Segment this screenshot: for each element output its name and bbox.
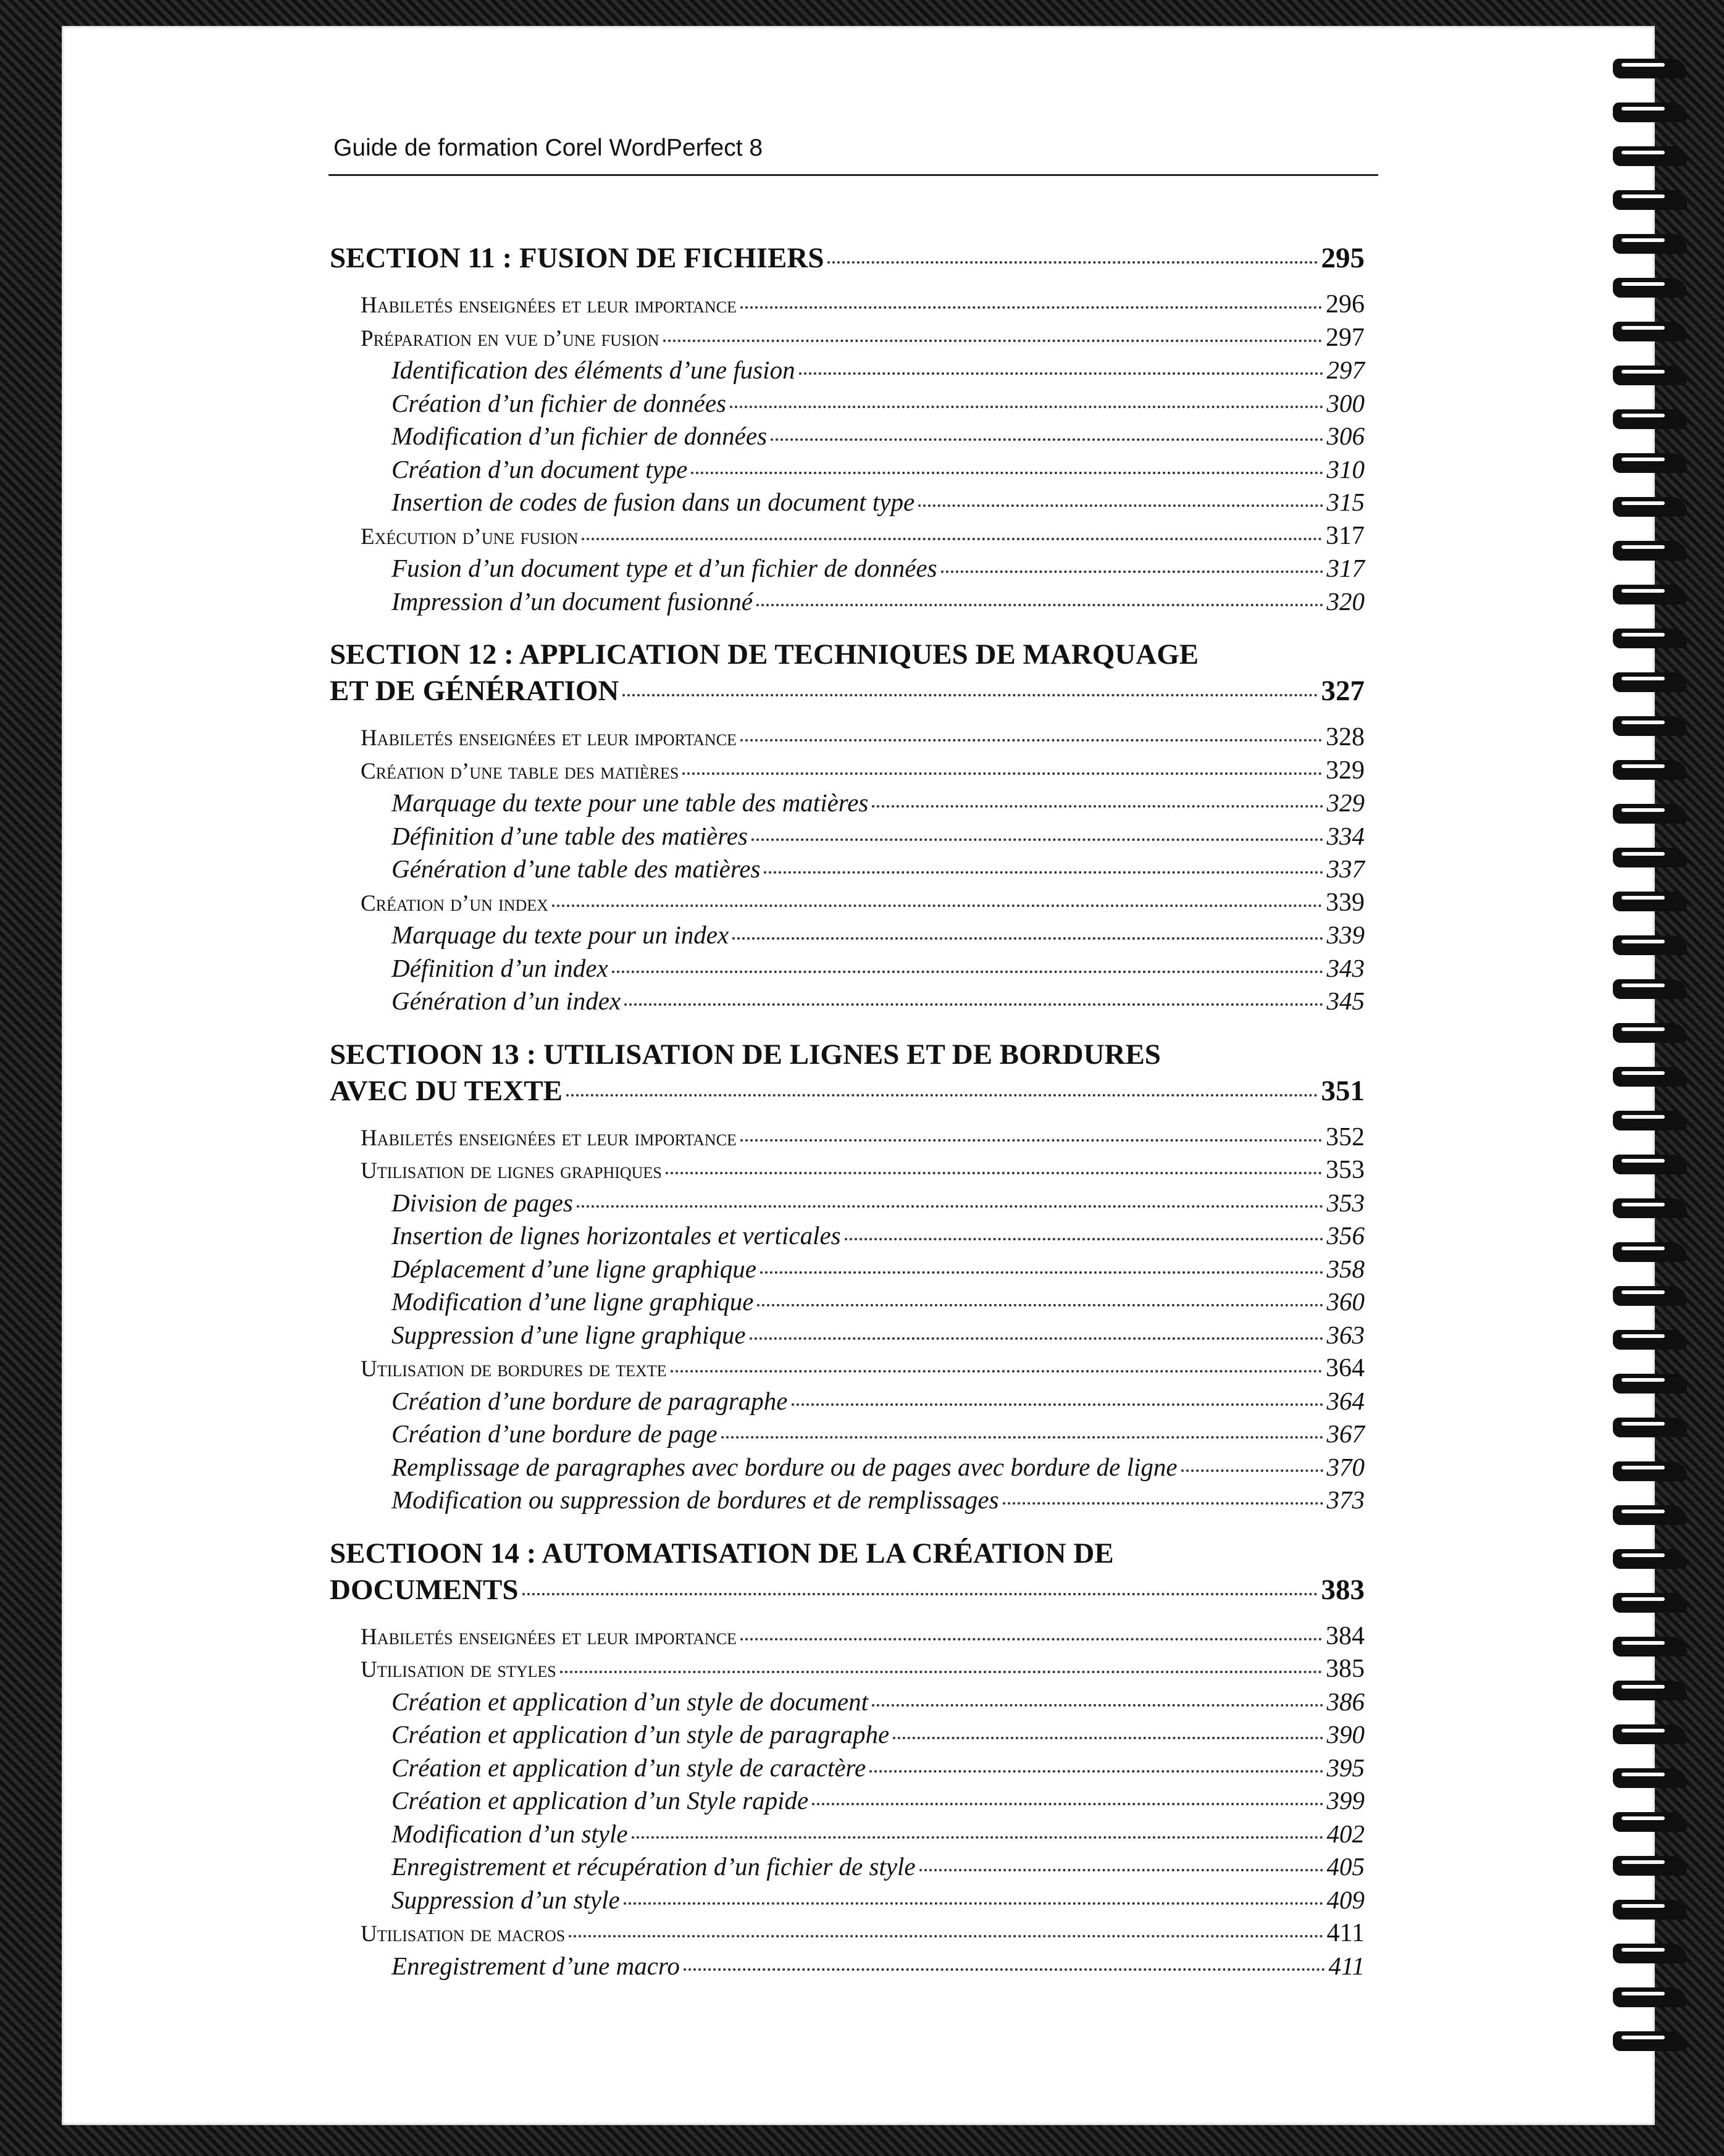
spiral-coil bbox=[1613, 760, 1687, 780]
dot-leader bbox=[691, 472, 1323, 474]
entry-label: Utilisation de styles bbox=[361, 1657, 556, 1682]
dot-leader bbox=[827, 261, 1317, 264]
entry-label: Insertion de lignes horizontales et verticales bbox=[391, 1221, 841, 1250]
toc-topic bbox=[330, 589, 1365, 622]
toc-topic bbox=[330, 790, 1365, 824]
toc-subsection bbox=[330, 758, 1365, 791]
entry-label: Création d’un document type bbox=[391, 454, 688, 483]
dot-leader bbox=[566, 1094, 1318, 1097]
dot-leader bbox=[732, 937, 1323, 940]
dot-leader bbox=[893, 1737, 1323, 1739]
dot-leader bbox=[872, 1704, 1323, 1707]
toc-topic bbox=[330, 1223, 1365, 1256]
page-number: 353 bbox=[1326, 1156, 1365, 1184]
toc-subsection bbox=[330, 724, 1365, 758]
dot-leader bbox=[750, 1337, 1323, 1340]
toc-subsection bbox=[330, 325, 1365, 358]
section-heading bbox=[330, 244, 1365, 273]
toc-topic bbox=[330, 1821, 1365, 1855]
dot-leader bbox=[740, 1638, 1322, 1640]
section-title: SECTION 11 : FUSION DE FICHIERS bbox=[330, 242, 824, 274]
toc-subsection bbox=[330, 1157, 1365, 1190]
dot-leader bbox=[1003, 1502, 1323, 1505]
toc-topic bbox=[330, 1256, 1365, 1290]
spiral-coil bbox=[1613, 366, 1687, 385]
page-number: 370 bbox=[1326, 1452, 1365, 1481]
spiral-coil bbox=[1613, 935, 1687, 955]
toc-topic bbox=[330, 357, 1365, 391]
toc-topic bbox=[330, 490, 1365, 523]
dot-leader bbox=[730, 406, 1323, 408]
dot-leader bbox=[869, 1770, 1323, 1773]
dot-leader bbox=[666, 1172, 1322, 1174]
page-number: 390 bbox=[1326, 1720, 1365, 1749]
spiral-coil bbox=[1613, 2031, 1687, 2051]
spiral-coil bbox=[1613, 1549, 1687, 1569]
page-number: 356 bbox=[1326, 1221, 1365, 1250]
page-number: 339 bbox=[1326, 888, 1365, 917]
toc-section bbox=[330, 640, 1365, 1022]
entry-label: Création d’un fichier de données bbox=[391, 388, 727, 417]
dot-leader bbox=[845, 1238, 1323, 1240]
spiral-coil bbox=[1613, 672, 1687, 692]
spiral-coil bbox=[1613, 234, 1687, 254]
toc-topic bbox=[330, 1386, 1365, 1422]
dot-leader bbox=[569, 1935, 1323, 1937]
toc-topic bbox=[330, 1487, 1365, 1521]
toc-topic bbox=[330, 1421, 1365, 1455]
dot-leader bbox=[872, 805, 1323, 808]
section-title: ET DE GÉNÉRATION bbox=[330, 675, 619, 707]
page-number: 364 bbox=[1326, 1354, 1365, 1382]
entry-label: Définition d’une table des matières bbox=[391, 821, 748, 850]
running-header: Guide de formation Corel WordPerfect 8 bbox=[333, 135, 763, 161]
page-number: 339 bbox=[1326, 921, 1365, 949]
entry-label: Modification d’une ligne graphique bbox=[391, 1287, 754, 1316]
page-number: 328 bbox=[1326, 723, 1365, 751]
entry-label: Création d’un index bbox=[361, 890, 548, 916]
toc-topic bbox=[330, 1755, 1365, 1789]
spiral-coil bbox=[1613, 1198, 1687, 1218]
spiral-coil bbox=[1613, 190, 1687, 210]
toc-topic bbox=[330, 1452, 1365, 1488]
spiral-coil bbox=[1613, 1856, 1687, 1876]
dot-leader bbox=[612, 971, 1323, 973]
spiral-coil bbox=[1613, 1681, 1687, 1700]
dot-leader bbox=[624, 1003, 1323, 1006]
page-number: 363 bbox=[1326, 1320, 1365, 1349]
entry-label: Exécution d’une fusion bbox=[361, 524, 579, 549]
page-number: 358 bbox=[1326, 1254, 1365, 1283]
entry-label: Génération d’un index bbox=[391, 987, 621, 1015]
spiral-coil bbox=[1613, 1812, 1687, 1832]
page-number: 383 bbox=[1321, 1573, 1365, 1606]
dot-leader bbox=[756, 604, 1323, 606]
toc-topic bbox=[330, 454, 1365, 490]
page-number: 317 bbox=[1326, 521, 1365, 550]
entry-label: Création et application d’un style de paragraphe bbox=[391, 1720, 890, 1749]
toc-section bbox=[330, 1539, 1365, 1987]
dot-leader bbox=[522, 1593, 1318, 1595]
entry-label: Création d’une table des matières bbox=[361, 758, 679, 784]
entry-label: Modification d’un fichier de données bbox=[391, 422, 768, 450]
dot-leader bbox=[799, 372, 1323, 375]
dot-leader bbox=[740, 1139, 1322, 1142]
section-heading bbox=[330, 1573, 1365, 1606]
dot-leader bbox=[740, 306, 1322, 309]
toc-section bbox=[330, 1040, 1365, 1521]
toc-topic bbox=[330, 1722, 1365, 1755]
dot-leader bbox=[740, 739, 1322, 742]
spiral-coil bbox=[1613, 979, 1687, 999]
spiral-coil bbox=[1613, 278, 1687, 298]
dot-leader bbox=[771, 438, 1323, 441]
dot-leader bbox=[577, 1205, 1323, 1208]
entry-label: Habiletés enseignées et leur importance bbox=[361, 725, 737, 751]
page-number: 317 bbox=[1326, 554, 1365, 582]
page-number: 409 bbox=[1326, 1885, 1365, 1914]
section-title-line: SECTION 12 : APPLICATION DE TECHNIQUES DE MARQUAGE bbox=[330, 638, 1199, 671]
page-number: 337 bbox=[1326, 854, 1365, 883]
toc-subsection bbox=[330, 523, 1365, 556]
entry-label: Préparation en vue d’une fusion bbox=[361, 325, 659, 351]
spiral-coil bbox=[1613, 322, 1687, 341]
dot-leader bbox=[721, 1436, 1323, 1439]
toc-topic bbox=[330, 424, 1365, 457]
dot-leader bbox=[582, 538, 1322, 540]
entry-label: Création d’une bordure de paragraphe bbox=[391, 1386, 788, 1415]
page-number: 315 bbox=[1326, 488, 1365, 516]
toc-subsection bbox=[330, 1623, 1365, 1657]
spiral-coil bbox=[1613, 102, 1687, 122]
entry-label: Déplacement d’une ligne graphique bbox=[391, 1254, 756, 1283]
page-number: 345 bbox=[1326, 987, 1365, 1015]
toc-topic bbox=[330, 1190, 1365, 1224]
page-number: 327 bbox=[1321, 675, 1365, 707]
spiral-coil bbox=[1613, 1286, 1687, 1306]
spiral-coil bbox=[1613, 1461, 1687, 1481]
spiral-coil bbox=[1613, 541, 1687, 561]
dot-leader bbox=[792, 1403, 1323, 1406]
section-title: AVEC DU TEXTE bbox=[330, 1074, 563, 1107]
dot-leader bbox=[919, 1869, 1323, 1871]
page-number: 310 bbox=[1326, 454, 1365, 483]
spiral-coil bbox=[1613, 1023, 1687, 1043]
spiral-coil bbox=[1613, 59, 1687, 78]
spiral-coil bbox=[1613, 497, 1687, 517]
toc-topic bbox=[330, 1689, 1365, 1723]
page-number: 395 bbox=[1326, 1753, 1365, 1782]
spiral-coil bbox=[1613, 1111, 1687, 1130]
entry-label: Création d’une bordure de page bbox=[391, 1419, 718, 1448]
toc-subsection bbox=[330, 1920, 1365, 1953]
dot-leader bbox=[624, 1902, 1323, 1905]
section-heading bbox=[330, 677, 1365, 706]
entry-label: Enregistrement et récupération d’un fichier de style bbox=[391, 1852, 916, 1881]
toc-topic bbox=[330, 388, 1365, 424]
entry-label: Création et application d’un style de document bbox=[391, 1687, 869, 1716]
dot-leader bbox=[760, 1271, 1323, 1274]
toc-subsection bbox=[330, 1656, 1365, 1689]
page-number: 405 bbox=[1326, 1852, 1365, 1881]
table-of-contents bbox=[330, 244, 1365, 1986]
spiral-coil bbox=[1613, 1987, 1687, 2007]
dot-leader bbox=[622, 694, 1317, 696]
page-number: 297 bbox=[1326, 356, 1365, 384]
page-number: 334 bbox=[1326, 821, 1365, 850]
toc-topic bbox=[330, 821, 1365, 857]
toc-topic bbox=[330, 922, 1365, 956]
toc-topic bbox=[330, 556, 1365, 589]
spiral-coil bbox=[1613, 1724, 1687, 1744]
entry-label: Identification des éléments d’une fusion bbox=[391, 356, 795, 384]
dot-leader bbox=[682, 772, 1322, 775]
section-title-line: SECTIOON 14 : AUTOMATISATION DE LA CRÉATION DE bbox=[330, 1537, 1114, 1569]
page-number: 399 bbox=[1326, 1786, 1365, 1815]
dot-leader bbox=[751, 838, 1323, 841]
page-number: 411 bbox=[1328, 1951, 1365, 1980]
spiral-coil bbox=[1613, 1330, 1687, 1350]
spiral-coil bbox=[1613, 1067, 1687, 1087]
entry-label: Modification ou suppression de bordures et de remplissages bbox=[391, 1485, 999, 1514]
entry-label: Habiletés enseignées et leur importance bbox=[361, 1125, 737, 1151]
page-number: 343 bbox=[1326, 953, 1365, 982]
toc-topic bbox=[330, 953, 1365, 989]
entry-label: Utilisation de bordures de texte bbox=[361, 1356, 667, 1382]
page-number: 300 bbox=[1326, 388, 1365, 417]
dot-leader bbox=[560, 1671, 1322, 1673]
entry-label: Insertion de codes de fusion dans un document type bbox=[391, 488, 915, 516]
entry-label: Fusion d’un document type et d’un fichier de données bbox=[391, 554, 937, 582]
page-number: 386 bbox=[1326, 1687, 1365, 1716]
entry-label: Habiletés enseignées et leur importance bbox=[361, 293, 737, 318]
section-heading bbox=[330, 1074, 1365, 1107]
page-number: 295 bbox=[1321, 242, 1365, 274]
page-number: 384 bbox=[1326, 1621, 1365, 1650]
toc-topic bbox=[330, 988, 1365, 1022]
dot-leader bbox=[941, 570, 1323, 573]
spiral-coil bbox=[1613, 1637, 1687, 1657]
spiral-coil bbox=[1613, 716, 1687, 736]
spiral-coil bbox=[1613, 1155, 1687, 1174]
section-title-line: SECTIOON 13 : UTILISATION DE LIGNES ET DE BORDURES bbox=[330, 1038, 1161, 1071]
dot-leader bbox=[632, 1836, 1323, 1839]
dot-leader bbox=[671, 1370, 1322, 1373]
spiral-coil bbox=[1613, 1374, 1687, 1393]
spiral-coil bbox=[1613, 848, 1687, 867]
toc-topic bbox=[330, 1289, 1365, 1322]
page-number: 351 bbox=[1321, 1074, 1365, 1107]
page-number: 360 bbox=[1326, 1287, 1365, 1316]
spiral-coil bbox=[1613, 1944, 1687, 1963]
toc-subsection bbox=[330, 890, 1365, 923]
spiral-binding bbox=[1613, 59, 1705, 2084]
spiral-coil bbox=[1613, 1593, 1687, 1613]
page-number: 320 bbox=[1326, 587, 1365, 616]
toc-topic bbox=[330, 1788, 1365, 1821]
entry-label: Création et application d’un Style rapide bbox=[391, 1786, 809, 1815]
toc-subsection bbox=[330, 1355, 1365, 1389]
page-number: 329 bbox=[1326, 756, 1365, 785]
page-number: 329 bbox=[1326, 788, 1365, 817]
page-number: 353 bbox=[1326, 1188, 1365, 1217]
toc-subsection bbox=[330, 291, 1365, 325]
page-number: 402 bbox=[1326, 1819, 1365, 1848]
entry-label: Création et application d’un style de caractère bbox=[391, 1753, 866, 1782]
spiral-coil bbox=[1613, 1418, 1687, 1437]
page-number: 411 bbox=[1326, 1919, 1365, 1947]
toc-topic bbox=[330, 1854, 1365, 1887]
toc-section bbox=[330, 244, 1365, 622]
entry-label: Suppression d’une ligne graphique bbox=[391, 1320, 746, 1349]
section-title: DOCUMENTS bbox=[330, 1573, 519, 1606]
entry-label: Marquage du texte pour un index bbox=[391, 921, 729, 949]
toc-subsection bbox=[330, 1124, 1365, 1158]
page-number: 364 bbox=[1326, 1386, 1365, 1415]
toc-topic bbox=[330, 1953, 1365, 1987]
entry-label: Définition d’un index bbox=[391, 953, 608, 982]
dot-leader bbox=[663, 340, 1322, 342]
dot-leader bbox=[918, 504, 1323, 507]
spiral-coil bbox=[1613, 1242, 1687, 1262]
entry-label: Génération d’une table des matières bbox=[391, 854, 761, 883]
entry-label: Utilisation de lignes graphiques bbox=[361, 1158, 662, 1184]
spiral-coil bbox=[1613, 1505, 1687, 1525]
spiral-coil bbox=[1613, 146, 1687, 166]
spiral-coil bbox=[1613, 453, 1687, 473]
entry-label: Enregistrement d’une macro bbox=[391, 1951, 680, 1980]
dot-leader bbox=[684, 1968, 1325, 1971]
spiral-coil bbox=[1613, 892, 1687, 911]
page-number: 367 bbox=[1326, 1419, 1365, 1448]
dot-leader bbox=[812, 1803, 1323, 1805]
entry-label: Impression d’un document fusionné bbox=[391, 587, 753, 616]
page-number: 373 bbox=[1326, 1485, 1365, 1514]
toc-topic bbox=[330, 1322, 1365, 1356]
entry-label: Modification d’un style bbox=[391, 1819, 628, 1848]
toc-topic bbox=[330, 856, 1365, 890]
dot-leader bbox=[1181, 1469, 1323, 1472]
spiral-coil bbox=[1613, 409, 1687, 429]
spiral-coil bbox=[1613, 585, 1687, 604]
page-number: 306 bbox=[1326, 422, 1365, 450]
page-number: 296 bbox=[1326, 290, 1365, 319]
spiral-coil bbox=[1613, 1768, 1687, 1788]
page-number: 352 bbox=[1326, 1122, 1365, 1151]
dot-leader bbox=[552, 905, 1322, 907]
toc-topic bbox=[330, 1887, 1365, 1921]
spiral-coil bbox=[1613, 1900, 1687, 1920]
spiral-coil bbox=[1613, 804, 1687, 824]
entry-label: Suppression d’un style bbox=[391, 1885, 620, 1914]
header-rule bbox=[328, 174, 1378, 176]
spiral-coil bbox=[1613, 629, 1687, 648]
entry-label: Remplissage de paragraphes avec bordure ou de pages avec bordure de ligne bbox=[391, 1452, 1178, 1481]
entry-label: Habiletés enseignées et leur importance bbox=[361, 1624, 737, 1650]
entry-label: Utilisation de macros bbox=[361, 1921, 566, 1947]
entry-label: Marquage du texte pour une table des matières bbox=[391, 788, 869, 817]
entry-label: Division de pages bbox=[391, 1188, 573, 1217]
dot-leader bbox=[764, 871, 1323, 874]
page-number: 297 bbox=[1326, 323, 1365, 352]
page-number: 385 bbox=[1326, 1655, 1365, 1683]
dot-leader bbox=[757, 1304, 1323, 1306]
